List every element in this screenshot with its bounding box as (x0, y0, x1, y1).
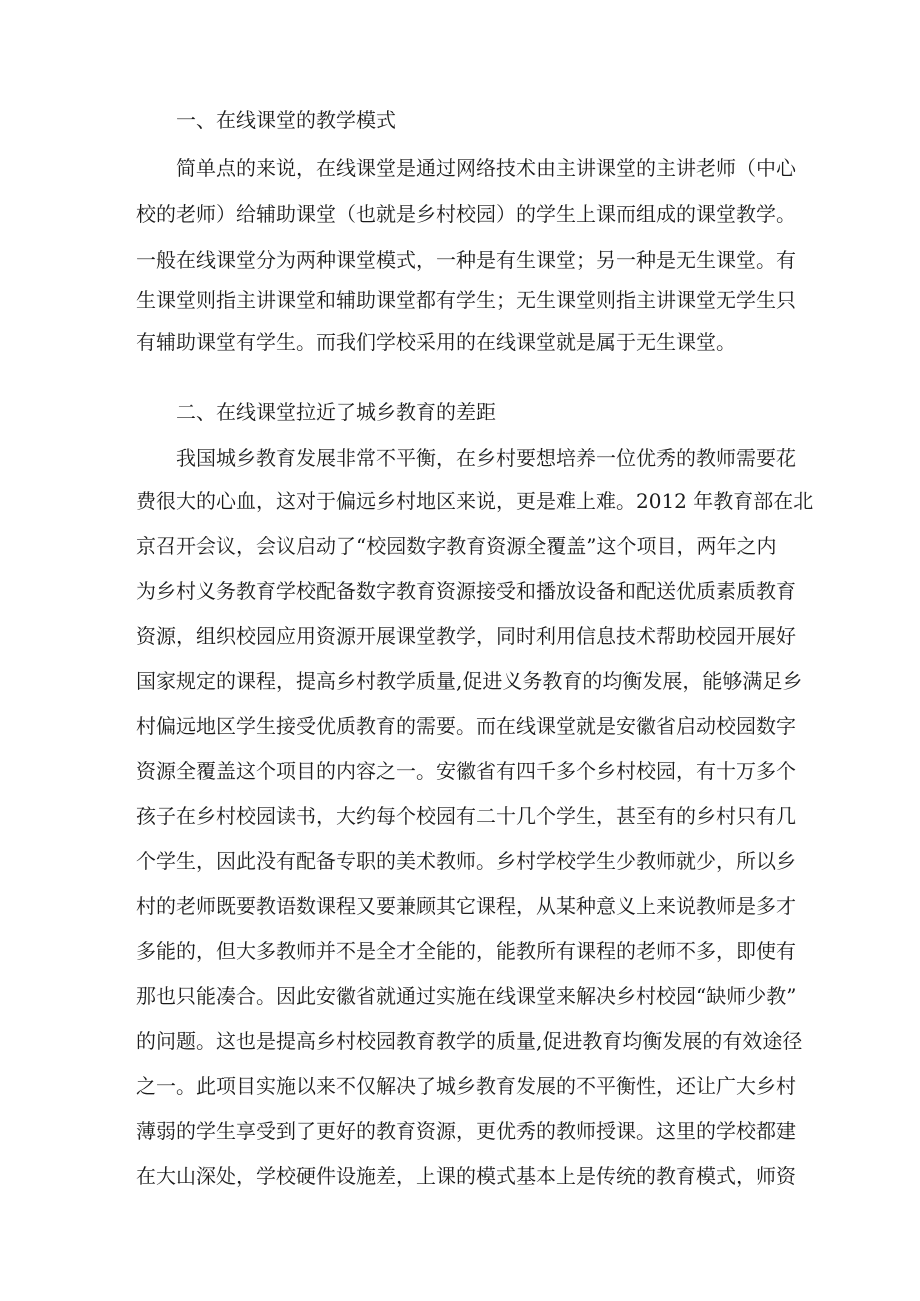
paragraph-line: 个学生，因此没有配备专职的美术教师。乡村学校学生少教师就少，所以乡 (136, 849, 796, 873)
paragraph-line: 简单点的来说，在线课堂是通过网络技术由主讲课堂的主讲老师（中心 (176, 156, 796, 180)
paragraph-line: 之一。此项目实施以来不仅解决了城乡教育发展的不平衡性，还让广大乡村 (136, 1074, 796, 1098)
paragraph-line: 我国城乡教育发展非常不平衡，在乡村要想培养一位优秀的教师需要花 (176, 446, 796, 470)
section-heading: 二、在线课堂拉近了城乡教育的差距 (176, 400, 496, 424)
paragraph-line: 村的老师既要教语数课程又要兼顾其它课程，从某种意义上来说教师是多才 (136, 894, 796, 918)
paragraph-line: 在大山深处，学校硬件设施差，上课的模式基本上是传统的教育模式，师资 (136, 1164, 796, 1188)
paragraph-line: 多能的，但大多教师并不是全才全能的，能教所有课程的老师不多，即使有 (136, 939, 796, 963)
paragraph-line: 资源，组织校园应用资源开展课堂教学，同时利用信息技术帮助校园开展好 (136, 624, 796, 648)
paragraph-line: 校的老师）给辅助课堂（也就是乡村校园）的学生上课而组成的课堂教学。 (136, 202, 796, 226)
section-heading: 一、在线课堂的教学模式 (176, 108, 396, 132)
paragraph-line: 国家规定的课程，提高乡村教学质量,促进义务教育的均衡发展，能够满足乡 (136, 669, 803, 693)
paragraph-line: 有辅助课堂有学生。而我们学校采用的在线课堂就是属于无生课堂。 (136, 330, 736, 354)
paragraph-line: 孩子在乡村校园读书，大约每个校园有二十几个学生，甚至有的乡村只有几 (136, 804, 796, 828)
paragraph-line: 村偏远地区学生接受优质教育的需要。而在线课堂就是安徽省启动校园数字 (136, 714, 796, 738)
paragraph-line: 为乡村义务教育学校配备数字教育资源接受和播放设备和配送优质素质教育 (136, 579, 796, 603)
paragraph-line: 一般在线课堂分为两种课堂模式，一种是有生课堂；另一种是无生课堂。有 (136, 248, 796, 272)
paragraph-line: 薄弱的学生享受到了更好的教育资源，更优秀的教师授课。这里的学校都建 (136, 1119, 796, 1143)
paragraph-line: 生课堂则指主讲课堂和辅助课堂都有学生；无生课堂则指主讲课堂无学生只 (136, 288, 796, 312)
paragraph-line: 京召开会议，会议启动了“校园数字教育资源全覆盖”这个项目，两年之内 (136, 534, 777, 558)
paragraph-line: 资源全覆盖这个项目的内容之一。安徽省有四千多个乡村校园，有十万多个 (136, 759, 796, 783)
paragraph-line: 的问题。这也是提高乡村校园教育教学的质量,促进教育均衡发展的有效途径 (136, 1029, 803, 1053)
paragraph-line: 那也只能凑合。因此安徽省就通过实施在线课堂来解决乡村校园“缺师少教” (136, 984, 797, 1008)
paragraph-line: 费很大的心血，这对于偏远乡村地区来说，更是难上难。2012 年教育部在北 (136, 489, 814, 513)
